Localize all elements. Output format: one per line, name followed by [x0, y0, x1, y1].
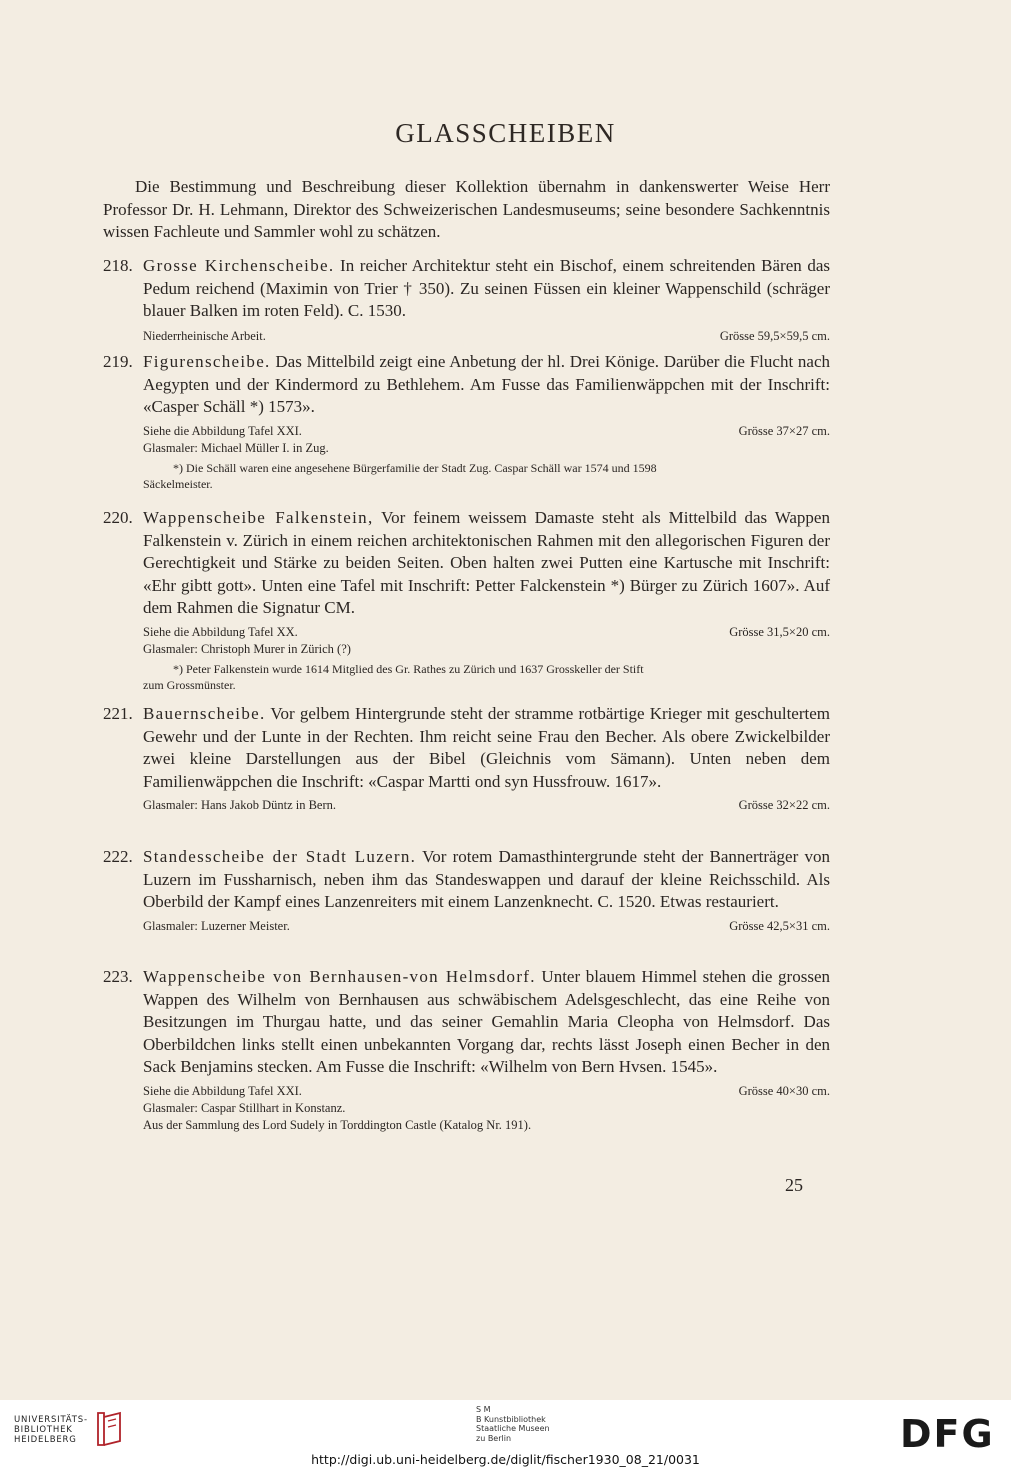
entry-text: Vor feinem weissem Damaste steht als Mittelbild das Wappen Falkenstein v. Zürich in einem reichen architektonischen Rahmen mit den allegorischen Figuren der Gerechtigkeit und Stärke zu beiden Seiten. Oben halten zwei Putten eine Kartusche mit Inschrift: «Ehr gibtt gott». Unten eine Tafel mit Inschrift: Petter Falckenstein *) Bürger zu Zürich 1607». Auf dem Rahmen die Signatur CM.: [143, 508, 830, 617]
entry-glass-painter: Glasmaler: Caspar Stillhart in Konstanz.: [143, 1100, 346, 1115]
entry-number: 218.: [103, 256, 133, 275]
page-title: GLASSCHEIBEN: [395, 118, 616, 148]
page-number: 25: [785, 1175, 803, 1195]
entry-text: Unter blauem Himmel stehen die grossen Wappen des Wilhelm von Bernhausen aus schwäbischem Adelsgeschlecht, das eine Reihe von Besitzungen im Thurgau hatte, und das seiner Gemahlin Maria Cleopha von Helmsdorf. Das Oberbildchen links stellt einen unbekannten Vorgang dar, rechts lässt Joseph einen Becher in den Sack Benjamins stecken. Am Fusse die Inschrift: «Wilhelm von Bern Hvsen. 1545».: [143, 967, 830, 1076]
footnote-line: *) Peter Falkenstein wurde 1614 Mitglied des Gr. Rathes zu Zürich und 1637 Grosskeller der Stift: [173, 661, 644, 676]
entry-size: Grösse 37×27 cm.: [738, 423, 830, 438]
entry-heading: Standesscheibe der Stadt Luzern.: [143, 847, 417, 866]
entry-heading: Bauernscheibe.: [143, 704, 266, 723]
smb-logo[interactable]: [476, 1405, 550, 1443]
footnote-line: zum Grossmünster.: [143, 677, 236, 692]
entry-text: Vor rotem Damasthintergrunde steht der Bannerträger von Luzern im Fussharnisch, neben ihm das Standeswappen und darauf der kleine Reichsschild. Als Oberbild der Kampf eines Lanzenreiters mit einem Lanzenknecht. C. 1520. Etwas restauriert.: [143, 847, 830, 911]
entry-number: 221.: [103, 704, 133, 723]
catalog-entry-220: [103, 507, 830, 693]
entry-meta-left: Siehe die Abbildung Tafel XXI.: [143, 423, 302, 438]
entry-heading: Wappenscheibe von Bernhausen-von Helmsdorf.: [143, 967, 536, 986]
entry-heading: Figurenscheibe.: [143, 352, 271, 371]
footnote-line: *) Die Schäll waren eine angesehene Bürgerfamilie der Stadt Zug. Caspar Schäll war 1574 und 1598: [173, 460, 657, 475]
smb-line: zu Berlin: [476, 1433, 512, 1443]
library-name-line: UNIVERSITÄTS-: [14, 1415, 88, 1425]
smb-line: Staatliche Museen: [476, 1424, 550, 1433]
entry-meta-left: Glasmaler: Hans Jakob Düntz in Bern.: [143, 798, 337, 812]
footnote-line: Säckelmeister.: [143, 476, 213, 491]
intro-paragraph: Die Bestimmung und Beschreibung dieser Kollektion übernahm in dankenswerter Weise Herr Professor Dr. H. Lehmann, Direktor des Schweizerischen Landesmuseums; seine besondere Sachkenntnis wissen Fachleute und Sammler wohl zu schätzen.: [103, 177, 830, 241]
catalog-entry-223: [103, 966, 830, 1134]
entry-size: Grösse 31,5×20 cm.: [729, 624, 830, 639]
entry-number: 223.: [103, 967, 133, 986]
entry-meta-left: Siehe die Abbildung Tafel XX.: [143, 624, 298, 639]
entry-glass-painter: Glasmaler: Christoph Murer in Zürich (?): [143, 641, 351, 656]
catalog-entry-222: [103, 846, 830, 935]
entry-size: Grösse 32×22 cm.: [738, 798, 830, 812]
entry-size: Grösse 40×30 cm.: [738, 1083, 830, 1098]
catalog-entry-221: [103, 703, 830, 814]
entry-text: In reicher Architektur steht ein Bischof, einem schreitenden Bären das Pedum reichend (Maximin von Trier † 350). Zu seinen Füssen ein kleiner Wappenschild (schräger blauer Balken im roten Feld). C. 1530.: [143, 256, 831, 320]
entry-meta-left: Niederrheinische Arbeit.: [143, 328, 266, 343]
catalog-entry-219: [103, 351, 830, 492]
entry-text: Vor gelbem Hintergrunde steht der stramme rotbärtige Krieger mit geschultertem Gewehr und der Lunte in der Rechten. Ihm reicht seine Frau den Becher. Als obere Zwickelbilder zwei kleine Darstellungen aus der Bibel (Gleichnis vom Sämann). Unten neben dem Familienwäppchen die Inschrift: «Caspar Martti ond syn Hussfrouw. 1617».: [143, 704, 830, 791]
permalink-url[interactable]: http://digi.ub.uni-heidelberg.de/diglit/fischer1930_08_21/0031: [311, 1452, 700, 1467]
entry-number: 219.: [103, 352, 133, 371]
dfg-logo[interactable]: DFG: [900, 1412, 995, 1456]
entry-number: 220.: [103, 508, 133, 527]
smb-line: S M: [476, 1405, 491, 1414]
entry-glass-painter: Glasmaler: Michael Müller I. in Zug.: [143, 440, 329, 455]
library-emblem-icon: [94, 1411, 124, 1449]
catalog-entry-218: [103, 255, 830, 345]
entry-number: 222.: [103, 847, 133, 866]
footnote: [103, 661, 830, 693]
library-name-line: HEIDELBERG: [14, 1435, 77, 1445]
entry-size: Grösse 59,5×59,5 cm.: [719, 328, 830, 343]
entry-size: Grösse 42,5×31 cm.: [729, 918, 830, 933]
entry-heading: Grosse Kirchenscheibe.: [143, 256, 335, 275]
library-logo-text[interactable]: [14, 1415, 88, 1445]
smb-line: B Kunstbibliothek: [476, 1414, 546, 1424]
entry-provenance: Aus der Sammlung des Lord Sudely in Torddington Castle (Katalog Nr. 191).: [143, 1117, 532, 1132]
entry-heading: Wappenscheibe Falkenstein,: [143, 508, 374, 527]
entry-meta-left: Siehe die Abbildung Tafel XXI.: [143, 1083, 302, 1098]
footnote: [103, 460, 830, 492]
entry-text: Das Mittelbild zeigt eine Anbetung der hl. Drei Könige. Darüber die Flucht nach Aegypten und der Kindermord zu Bethlehem. Am Fusse das Familienwäppchen mit der Inschrift: «Casper Schäll *) 1573».: [143, 352, 831, 416]
entry-meta-left: Glasmaler: Luzerner Meister.: [143, 918, 290, 933]
library-name-line: BIBLIOTHEK: [14, 1425, 73, 1435]
